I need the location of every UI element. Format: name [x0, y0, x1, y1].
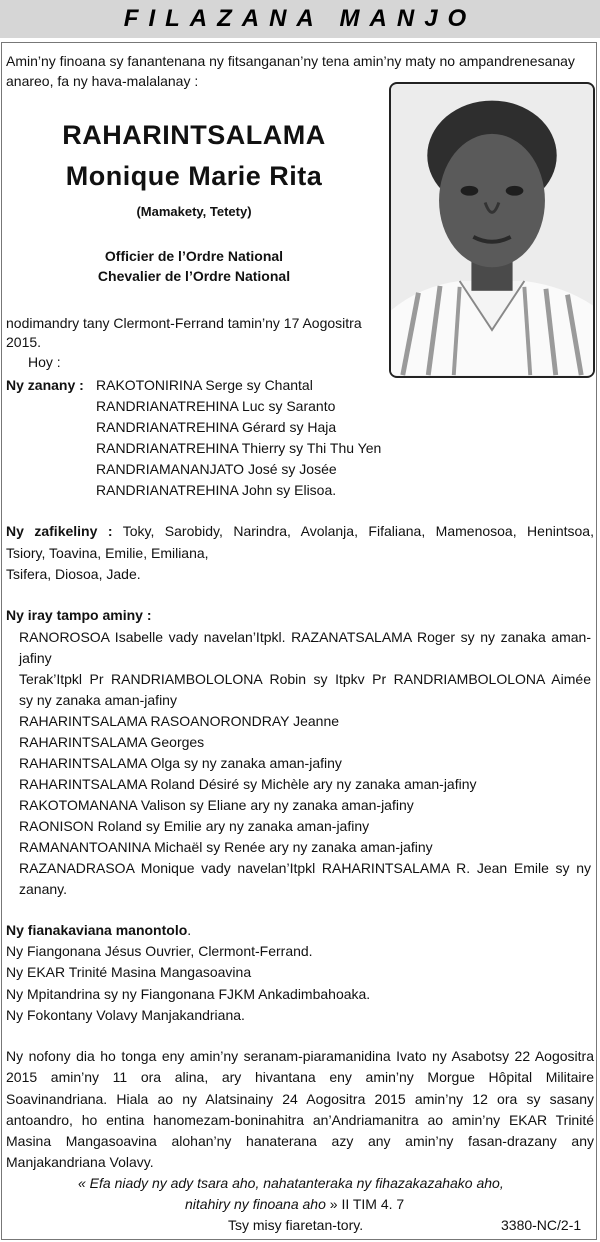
family-line: Ny Fiangonana Jésus Ouvrier, Clermont-Ferrand. — [6, 943, 313, 959]
sibling-line: RAHARINTSALAMA RASOANORONDRAY Jeanne — [19, 713, 340, 729]
bible-quote-line-1: « Efa niady ny ady tsara aho, nahatanteraka ny fihazakazahako aho, — [78, 1175, 504, 1191]
death-line-1: nodimandry tany Clermont-Ferrand tamin’ny 17 Aogositra — [6, 315, 362, 331]
children-label: Ny zanany : — [6, 377, 84, 393]
portrait-illustration — [391, 84, 593, 376]
no-flowers-note: Tsy misy fiaretan-tory. — [228, 1217, 364, 1233]
sibling-line: RANOROSOA Isabelle vady navelan’Itpkl. RAZANATSALAMA Roger sy ny zanaka aman- — [19, 629, 591, 645]
family-line: Ny Fokontany Volavy Manjakandriana. — [6, 1007, 245, 1023]
family-line: Ny EKAR Trinité Masina Mangasoavina — [6, 964, 252, 980]
grandchildren-line-2: Tsiory, Toavina, Emilie, Emiliana, — [6, 545, 209, 561]
child-item: RANDRIANATREHINA John sy Elisoa. — [96, 482, 337, 498]
honor-title-1: Officier de l’Ordre National — [104, 248, 284, 264]
sibling-line: RAHARINTSALAMA Georges — [19, 734, 205, 750]
child-item: RANDRIANATREHINA Luc sy Saranto — [96, 398, 336, 414]
family-line: Ny Mpitandrina sy ny Fiangonana FJKM Ankadimbahoaka. — [6, 986, 371, 1002]
funeral-line: antoandro, ho entina hanomezam-boninahitra an’Andriamanitra ao amin’ny EKAR Trinité — [6, 1112, 594, 1128]
grandchildren-line-3: Tsifera, Diosoa, Jade. — [6, 566, 141, 582]
deceased-given-names: Monique Marie Rita — [65, 161, 323, 191]
death-line-2: 2015. — [6, 334, 42, 350]
funeral-line-last: Manjakandriana Volavy. — [6, 1154, 154, 1170]
striped-shirt — [391, 281, 593, 375]
child-item: RANDRIANATREHINA Gérard sy Haja — [96, 419, 337, 435]
sibling-line: RAONISON Roland sy Emilie ary ny zanaka aman-jafiny — [19, 818, 370, 834]
funeral-line: Soavinandriana. Hiala ao ny Alatsinainy 24 Aogositra 2015 amin’ny 12 ora sy sasany — [6, 1091, 594, 1107]
header-bar — [0, 0, 600, 38]
sibling-line: RAKOTOMANANA Valison sy Eliane ary ny zanaka aman-jafiny — [19, 797, 414, 813]
hoy-label: Hoy : — [28, 354, 61, 370]
funeral-line: 2015 amin’ny 11 ora alina, ary hivantana eny amin’ny Morgue Hôpital Militaire — [6, 1069, 594, 1085]
sibling-line: RAHARINTSALAMA Olga sy ny zanaka aman-jafiny — [19, 755, 342, 771]
families-heading: Ny fianakaviana manontolo. — [6, 922, 192, 938]
sibling-line: Terak’Itpkl Pr RANDRIAMBOLOLONA Robin sy Itpkv Pr RANDRIAMBOLOLONA Aimée — [19, 671, 591, 687]
page-title: FILAZANA MANJO — [123, 5, 477, 32]
families-label: Ny fianakaviana manontolo — [6, 922, 188, 938]
funeral-line: Masina Mangasoavina alohan’ny hanaterana azy any amin’ny fasan-drazany any — [6, 1133, 594, 1149]
sibling-line: zanany. — [19, 881, 67, 897]
face — [439, 134, 545, 267]
child-item: RANDRIANATREHINA Thierry sy Thi Thu Yen — [96, 440, 382, 456]
child-item: RANDRIAMANANJATO José sy Josée — [96, 461, 337, 477]
deceased-nicknames: (Mamakety, Tetety) — [136, 204, 252, 219]
child-item: RAKOTONIRINA Serge sy Chantal — [96, 377, 313, 393]
deceased-surname: RAHARINTSALAMA — [62, 120, 326, 150]
honor-title-2: Chevalier de l’Ordre National — [97, 268, 291, 284]
portrait-photo — [389, 82, 595, 378]
sibling-line: RAHARINTSALAMA Roland Désiré sy Michèle ary ny zanaka aman-jafiny — [19, 776, 477, 792]
bible-quote-line-2: nitahiry ny finoana aho » II TIM 4. 7 — [185, 1196, 405, 1212]
grandchildren-line-1: Ny zafikeliny : Toky, Sarobidy, Narindra, Avolanja, Fifaliana, Mamenosoa, Henintsoa, — [6, 523, 594, 539]
siblings-label: Ny iray tampo aminy : — [6, 607, 152, 623]
grandchildren-label: Ny zafikeliny : — [6, 523, 113, 539]
reference-code: 3380-NC/2-1 — [501, 1217, 582, 1233]
sibling-line: jafiny — [19, 650, 52, 666]
intro-line-1: Amin’ny finoana sy fanantenana ny fitsanganan’ny tena amin’ny maty no ampandrenesanay — [6, 53, 575, 69]
funeral-line: Ny nofony dia ho tonga eny amin’ny seranam-piaramanidina Ivato ny Asabotsy 22 Aogositra — [6, 1048, 594, 1064]
sibling-line: RAZANADRASOA Monique vady navelan’Itpkl RAHARINTSALAMA R. Jean Emile sy ny — [19, 860, 591, 876]
sibling-line: RAMANANTOANINA Michaël sy Renée ary ny zanaka aman-jafiny — [19, 839, 433, 855]
sibling-line: sy ny zanaka aman-jafiny — [19, 692, 177, 708]
intro-line-2: anareo, fa ny hava-malalanay : — [6, 73, 199, 89]
